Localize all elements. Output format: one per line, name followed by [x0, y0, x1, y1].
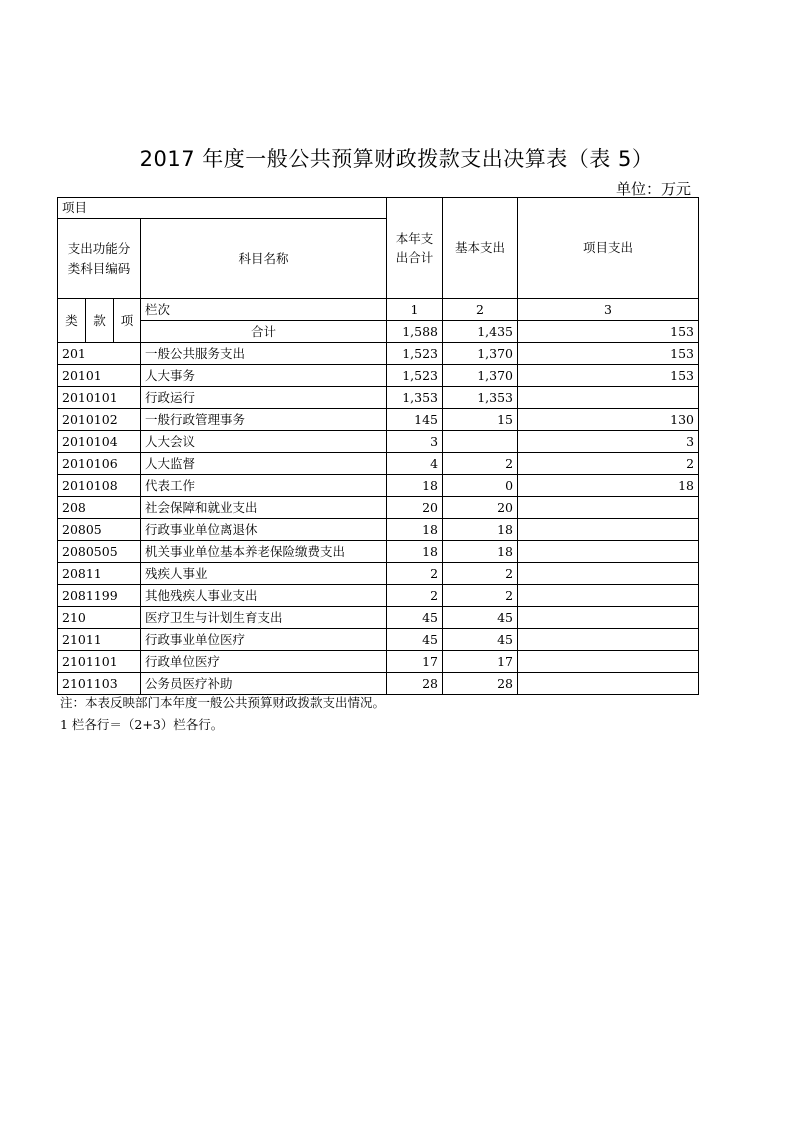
row-basic: 45 — [443, 607, 518, 629]
row-project: 18 — [518, 475, 699, 497]
total-row — [58, 321, 699, 343]
row-project: 153 — [518, 343, 699, 365]
row-total: 45 — [387, 607, 443, 629]
row-total: 2 — [387, 563, 443, 585]
row-code: 208 — [58, 497, 141, 519]
table-row — [58, 541, 699, 563]
row-subject-name: 一般公共服务支出 — [141, 343, 387, 365]
header-project: 项目 — [58, 198, 387, 219]
row-subject-name: 人大会议 — [141, 431, 387, 453]
total-amount: 1,588 — [387, 321, 443, 343]
row-total: 45 — [387, 629, 443, 651]
row-total: 18 — [387, 475, 443, 497]
row-basic: 1,353 — [443, 387, 518, 409]
row-total: 2 — [387, 585, 443, 607]
row-subject-name: 行政单位医疗 — [141, 651, 387, 673]
header-lei: 类 — [58, 299, 86, 343]
table-row — [58, 629, 699, 651]
table-row — [58, 387, 699, 409]
table-row — [58, 453, 699, 475]
header-project-expense: 项目支出 — [518, 198, 699, 299]
column-number-2: 2 — [443, 299, 518, 321]
row-total: 1,523 — [387, 343, 443, 365]
row-subject-name: 行政事业单位医疗 — [141, 629, 387, 651]
row-project — [518, 651, 699, 673]
row-total: 18 — [387, 541, 443, 563]
row-code: 20811 — [58, 563, 141, 585]
row-code: 2010108 — [58, 475, 141, 497]
row-total: 28 — [387, 673, 443, 695]
header-code-line2: 类科目编码 — [67, 260, 131, 276]
table-row — [58, 365, 699, 387]
row-basic: 15 — [443, 409, 518, 431]
row-subject-name: 代表工作 — [141, 475, 387, 497]
row-code: 2010101 — [58, 387, 141, 409]
row-code: 20101 — [58, 365, 141, 387]
row-code: 21011 — [58, 629, 141, 651]
table-row — [58, 585, 699, 607]
row-project — [518, 563, 699, 585]
table-row — [58, 343, 699, 365]
row-subject-name: 行政运行 — [141, 387, 387, 409]
row-total: 20 — [387, 497, 443, 519]
row-code: 2101101 — [58, 651, 141, 673]
row-basic: 18 — [443, 519, 518, 541]
row-basic: 45 — [443, 629, 518, 651]
table-row — [58, 497, 699, 519]
row-project — [518, 629, 699, 651]
note-line-1: 注：本表反映部门本年度一般公共预算财政拨款支出情况。 — [60, 695, 386, 710]
row-total: 4 — [387, 453, 443, 475]
row-project: 3 — [518, 431, 699, 453]
row-subject-name: 其他残疾人事业支出 — [141, 585, 387, 607]
row-basic: 2 — [443, 453, 518, 475]
row-subject-name: 人大事务 — [141, 365, 387, 387]
table-row — [58, 409, 699, 431]
column-number-3: 3 — [518, 299, 699, 321]
table-row — [58, 673, 699, 695]
total-label: 合计 — [141, 321, 387, 343]
note-line-2: 1 栏各行＝（2+3）栏各行。 — [60, 717, 224, 732]
row-subject-name: 机关事业单位基本养老保险缴费支出 — [141, 541, 387, 563]
header-total-line2: 出合计 — [395, 250, 434, 265]
row-project — [518, 541, 699, 563]
header-code-line1: 支出功能分 — [67, 240, 131, 256]
total-project: 153 — [518, 321, 699, 343]
row-total: 18 — [387, 519, 443, 541]
row-basic: 20 — [443, 497, 518, 519]
row-project: 130 — [518, 409, 699, 431]
header-basic: 基本支出 — [443, 198, 518, 299]
row-basic: 17 — [443, 651, 518, 673]
row-project: 153 — [518, 365, 699, 387]
budget-table — [57, 197, 699, 695]
row-subject-name: 医疗卫生与计划生育支出 — [141, 607, 387, 629]
row-code: 2081199 — [58, 585, 141, 607]
row-code: 2101103 — [58, 673, 141, 695]
row-subject-name: 社会保障和就业支出 — [141, 497, 387, 519]
row-code: 2010102 — [58, 409, 141, 431]
row-subject-name: 人大监督 — [141, 453, 387, 475]
row-subject-name: 行政事业单位离退休 — [141, 519, 387, 541]
row-project — [518, 497, 699, 519]
total-basic: 1,435 — [443, 321, 518, 343]
row-total: 145 — [387, 409, 443, 431]
row-project — [518, 607, 699, 629]
row-code: 201 — [58, 343, 141, 365]
table-row — [58, 475, 699, 497]
row-basic: 1,370 — [443, 343, 518, 365]
header-xiang: 项 — [114, 299, 141, 343]
row-project — [518, 519, 699, 541]
row-basic: 2 — [443, 563, 518, 585]
row-basic — [443, 431, 518, 453]
row-basic: 2 — [443, 585, 518, 607]
row-code: 2080505 — [58, 541, 141, 563]
row-total: 1,353 — [387, 387, 443, 409]
unit-label: 单位：万元 — [615, 180, 691, 198]
row-total: 17 — [387, 651, 443, 673]
row-code: 20805 — [58, 519, 141, 541]
row-project — [518, 387, 699, 409]
row-total: 3 — [387, 431, 443, 453]
row-total: 1,523 — [387, 365, 443, 387]
header-row-project — [58, 198, 699, 219]
row-subject-name: 残疾人事业 — [141, 563, 387, 585]
row-code: 210 — [58, 607, 141, 629]
table-row — [58, 563, 699, 585]
row-subject-name: 公务员医疗补助 — [141, 673, 387, 695]
row-basic: 28 — [443, 673, 518, 695]
row-code: 2010106 — [58, 453, 141, 475]
header-kuan: 款 — [86, 299, 114, 343]
table-row — [58, 431, 699, 453]
row-project — [518, 673, 699, 695]
table-row — [58, 651, 699, 673]
table-row — [58, 607, 699, 629]
header-total — [387, 198, 443, 299]
row-basic: 1,370 — [443, 365, 518, 387]
column-number-row — [58, 299, 699, 321]
row-basic: 0 — [443, 475, 518, 497]
header-code — [58, 219, 141, 299]
row-project — [518, 585, 699, 607]
row-project: 2 — [518, 453, 699, 475]
column-number-label: 栏次 — [141, 299, 387, 321]
header-subject-name: 科目名称 — [141, 219, 387, 299]
header-total-line1: 本年支 — [395, 231, 434, 246]
row-subject-name: 一般行政管理事务 — [141, 409, 387, 431]
table-row — [58, 519, 699, 541]
row-basic: 18 — [443, 541, 518, 563]
page-title: 2017 年度一般公共预算财政拨款支出决算表（表 5） — [139, 147, 654, 171]
column-number-1: 1 — [387, 299, 443, 321]
row-code: 2010104 — [58, 431, 141, 453]
